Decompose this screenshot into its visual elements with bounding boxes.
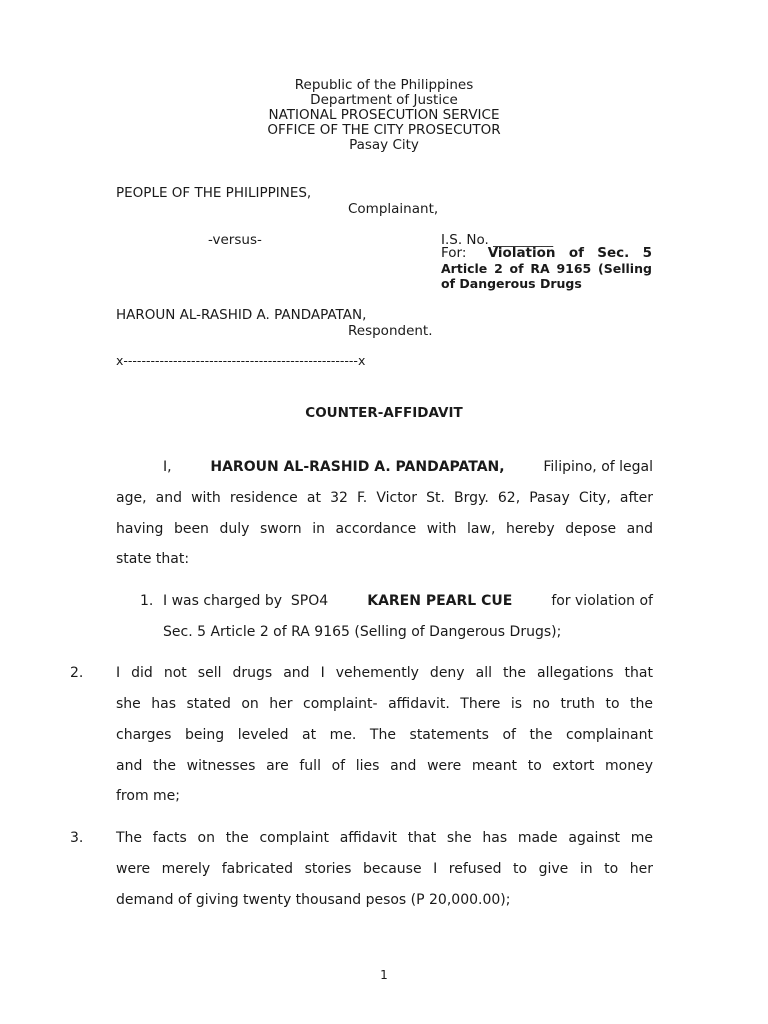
item-1-line-2: Sec. 5 Article 2 of RA 9165 (Selling of Dangerous Drugs); <box>163 624 562 640</box>
item-3-line: were merely fabricated stories because I refused to give in to her <box>116 861 653 877</box>
for-word: RA <box>530 261 550 276</box>
intro-line-1 <box>163 459 653 475</box>
item-2-line: she has stated on her complaint- affidavit. There is no truth to the <box>116 696 653 712</box>
caption-separator: x----------------------------------------------------x <box>116 353 366 368</box>
affiant-name: HAROUN AL-RASHID A. PANDAPATAN, <box>210 459 505 475</box>
for-word: (Selling <box>598 261 652 276</box>
item-1-number: 1. <box>140 593 154 609</box>
item-1-post: for violation of <box>551 593 653 609</box>
item-2-line: I did not sell drugs and I vehemently deny all the allegations that <box>116 665 653 681</box>
versus-label: -versus- <box>208 232 262 248</box>
intro-line-1-tail: Filipino, of legal <box>543 459 653 475</box>
intro-line-2: age, and with residence at 32 F. Victor St. Brgy. 62, Pasay City, after <box>116 490 653 506</box>
header-prosecution-service: NATIONAL PROSECUTION SERVICE <box>268 107 500 123</box>
for-line-3: of Dangerous Drugs <box>441 276 582 291</box>
header-city: Pasay City <box>349 137 419 153</box>
for-word: 9165 <box>556 261 592 276</box>
charge-description <box>441 246 652 291</box>
item-2-line: and the witnesses are full of lies and were meant to extort money <box>116 758 653 774</box>
complainant-role: Complainant, <box>348 201 439 217</box>
for-word: Sec. <box>597 245 630 261</box>
for-label: For: <box>441 245 467 261</box>
header-republic: Republic of the Philippines <box>294 77 474 93</box>
item-2-line: from me; <box>116 788 180 804</box>
document-title: COUNTER-AFFIDAVIT <box>305 405 463 421</box>
item-2-line: charges being leveled at me. The statements of the complainant <box>116 727 653 743</box>
header-department: Department of Justice <box>310 92 458 108</box>
header-office: OFFICE OF THE CITY PROSECUTOR <box>267 122 501 138</box>
is-number-label: I.S. No. <box>441 232 489 248</box>
item-2-number: 2. <box>70 665 84 681</box>
complainant-name: PEOPLE OF THE PHILIPPINES, <box>116 185 312 201</box>
for-word: of <box>568 245 584 261</box>
for-word: Violation <box>487 245 556 261</box>
item-3-line: The facts on the complaint affidavit that she has made against me <box>116 830 653 846</box>
respondent-role: Respondent. <box>348 323 433 339</box>
for-word: of <box>509 261 524 276</box>
for-word: 2 <box>494 261 503 276</box>
intro-line-3: having been duly sworn in accordance with law, hereby depose and <box>116 521 653 537</box>
item-3-number: 3. <box>70 830 84 846</box>
item-1-pre: I was charged by SPO4 <box>163 593 329 609</box>
intro-line-4: state that: <box>116 551 190 567</box>
is-number-blank: __________ <box>493 233 554 247</box>
intro-pronoun: I, <box>163 459 172 475</box>
item-3-line: demand of giving twenty thousand pesos (P 20,000.00); <box>116 892 511 908</box>
document-header <box>0 78 768 153</box>
item-1-line-1 <box>163 593 653 609</box>
respondent-name: HAROUN AL-RASHID A. PANDAPATAN, <box>116 307 367 323</box>
page-number: 1 <box>380 968 388 982</box>
complainant-officer-name: KAREN PEARL CUE <box>367 593 513 609</box>
for-word: 5 <box>642 245 652 261</box>
for-word: Article <box>441 261 488 276</box>
